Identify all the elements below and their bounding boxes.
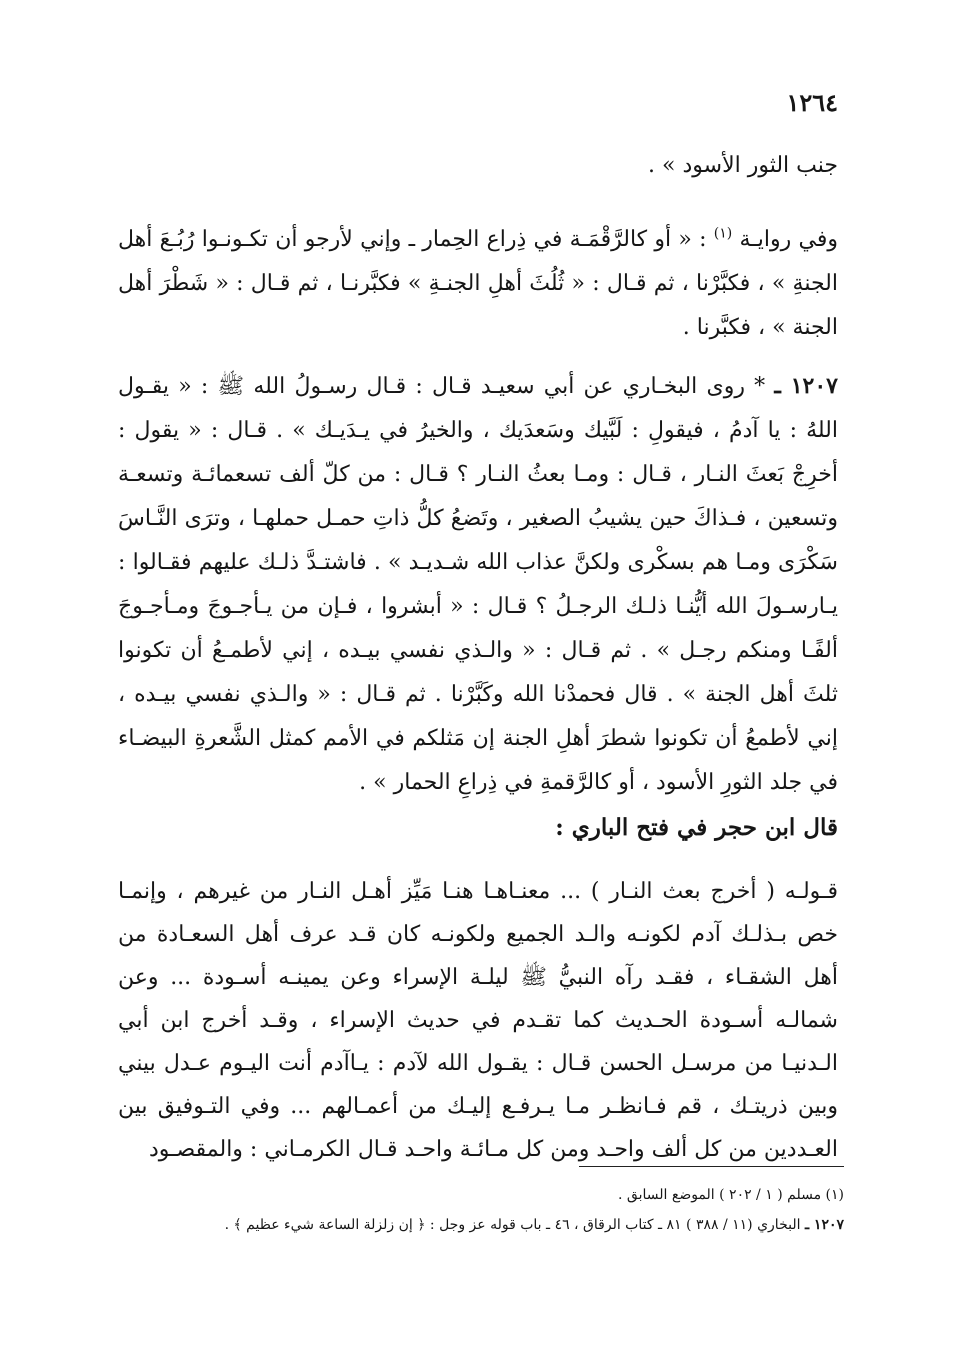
commentary-paragraph <box>118 870 838 1171</box>
footnote-number: ١٢٠٧ ـ <box>804 1217 844 1233</box>
heading-text: قال ابن حجر في فتح الباري : <box>555 814 838 841</box>
commentary-text: قـولـه ( أخرج بعث النـار ) ... معنـاهـا هنـا مَيِّز أهـل النـار من غيرهم ، وإنمـا خص بـذلـك آدم لكونـه والـد الجميع ولكونـه كان قـد عرف أهل السعـادة من أهل الشقـاء ، فقـد رآه النبيُّ ﷺ ليلـة الإسراء وعن يمينـه أسـودة ... وعن شمالـه أسـودة الحـديث كما تقـدم في حديث الإسراء ، وقـد أخرج ابن أبي الـدنيـا من مرسـل الحسن قـال : يقـول الله لآدم : يـاآدم أنت اليـوم عـدل بيني وبين ذريتـك ، قم فـانظـر مـا يـرفـع إليـك من أعمـالهم ... وفي التـوفيق بين العـددين من كل ألف واحـد ومن كل مـائـة واحـد قـال الكرمـاني : والمقصـود <box>118 879 838 1162</box>
hadith-1207 <box>118 364 838 805</box>
page-number: ١٢٦٤ <box>786 88 838 117</box>
section-heading <box>118 806 838 850</box>
hadith-text: * روى البخـاري عن أبي سعيـد قـال : قـال رسـولُ الله ﷺ : « يقـول اللهُ : يا آدمُ ، فيقولِ : لَبَّيك وسَعدَيك ، والخيرُ في يـدَيـك » . قـال : « يقول : أخرِجْ بَعثَ النـار ، قـال : ومـا بعثُ النـار ؟ قـال : من كلّ ألف تسعمائـة وتسعـة وتسعين ، فـذاكَ حين يشيبُ الصغير ، وتَضعُ كلُّ ذاتِ حمـل حملهـا ، وترَى النَّـاسَ سَكْرَى ومـا هم بسكْرى ولكنَّ عذاب الله شـديـد » . فاشتـدَّ ذلـك عليهم فقـالوا : يـارسـولَ الله أيُّنـا ذلـك الرجـلُ ؟ قـال : « أبشروا ، فـإن من يـأجـوجَ ومـأجـوجَ ألفًـا ومنكم رجـل » . ثم قـال : « والـذي نفسي بيـده ، إني لأطمـعُ أن تكونوا ثلثَ أهل الجنة » . قال فحمدْنا الله وكَبَّرْنا . ثم قـال : « والـذي نفسي بيـده ، إني لأطمعُ أن تكونوا شطرَ أهلِ الجنة إن مَثلكم في الأمم كمثل الشَّعرةِ البيضـاء في جلد الثورِ الأسود ، أو كالرَّقمةِ في ذِراعِ الحمار » . <box>118 374 838 795</box>
hadith-number: ١٢٠٧ ـ <box>774 373 838 399</box>
paragraph-text: جنب الثور الأسود » . <box>648 153 838 178</box>
footnote-number: (١) <box>825 1187 844 1203</box>
paragraph-text: : « أو كالرَّقْمَـة في ذِراع الحِمار ـ وإني لأرجو أن تكـونـوا رُبُـعَ أهل الجنةِ » ، فكبَّرْنا ، ثم قـال : « ثُلُثَ أهلِ الجنـةِ » فكبَّرنـا ، ثم قـال : « شَطْرَ أهل الجنة » ، فكبَّرنا . <box>118 227 838 340</box>
footnote-text: البخاري (١١ / ٣٨٨ ) ٨١ ـ كتاب الرقاق ، ٤٦ ـ باب قوله عز وجل : ﴿ إن زلزلة الساعة شيء عظيم ﴾ . <box>224 1217 805 1233</box>
footnote-1207 <box>118 1210 844 1240</box>
footnote-1 <box>118 1180 844 1210</box>
footnote-text: مسلم ( ١ / ٢٠٢ ) الموضع السابق . <box>618 1187 826 1203</box>
footnote-reference[interactable]: (١) <box>713 225 733 242</box>
paragraph-riwaya <box>118 218 838 350</box>
footnote-divider <box>579 1166 844 1167</box>
paragraph-continuation <box>118 144 838 188</box>
paragraph-text: وفي روايـة <box>732 227 838 252</box>
footnotes <box>118 1180 844 1240</box>
